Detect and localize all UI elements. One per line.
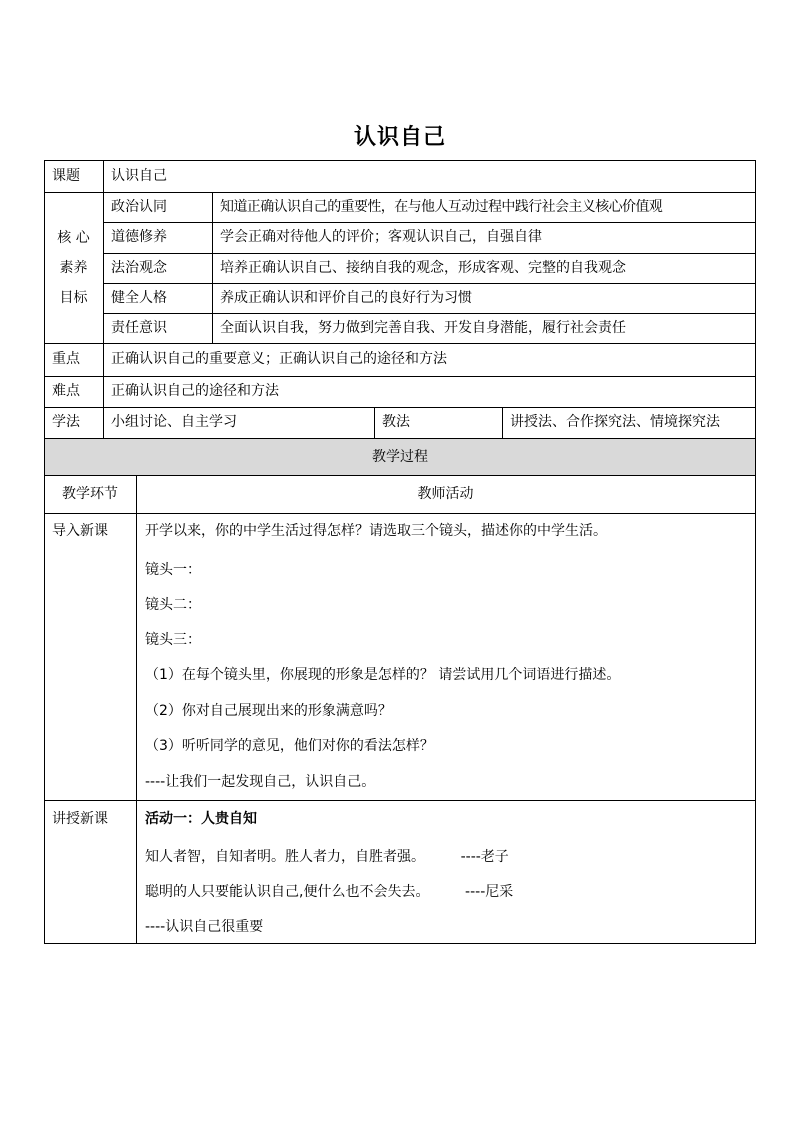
intro-line: 开学以来，你的中学生活过得怎样？请选取三个镜头，描述你的中学生活。 [145, 523, 607, 539]
goal-text: 养成正确认识和评价自己的良好行为习惯 [220, 289, 472, 306]
course-value: 认识自己 [111, 167, 167, 184]
core-goals-label-line: 素养 [59, 259, 88, 276]
course-label: 课题 [52, 167, 80, 184]
intro-line: （2）你对自己展现出来的形象满意吗？ [145, 703, 392, 719]
goal-name: 法治观念 [111, 259, 167, 276]
teaching-method-value: 讲授法、合作探究法、情境探究法 [510, 414, 720, 431]
intro-line: ----让我们一起发现自己，认识自己。 [145, 774, 376, 790]
goal-text: 知道正确认识自己的重要性，在与他人互动过程中践行社会主义核心价值观 [220, 198, 663, 215]
core-goals-label-line: 核 心 [57, 229, 90, 246]
goal-name: 健全人格 [111, 289, 167, 306]
grid-line [136, 475, 137, 944]
learning-method-value: 小组讨论、自主学习 [111, 414, 237, 431]
activity-title: 活动一：人贵自知 [145, 811, 257, 827]
intro-line: 镜头三： [145, 632, 201, 648]
goal-text: 学会正确对待他人的评价；客观认识自己，自强自律 [220, 229, 542, 246]
grid-line [44, 943, 756, 944]
goal-name: 道德修养 [111, 229, 167, 246]
process-header: 教学过程 [372, 448, 428, 465]
intro-stage-label: 导入新课 [52, 523, 108, 539]
teaching-method-label: 教法 [382, 414, 410, 431]
difficulty-value: 正确认识自己的途径和方法 [111, 383, 279, 400]
intro-line: （3）听听同学的意见，他们对你的看法怎样？ [145, 738, 434, 754]
teach-line: ----认识自己很重要 [145, 919, 264, 935]
page-title: 认识自己 [353, 125, 446, 150]
stage-column-header: 教学环节 [62, 485, 118, 502]
teach-stage-label: 讲授新课 [52, 811, 108, 827]
activity-column-header: 教师活动 [417, 485, 474, 502]
core-goals-label-line: 目标 [59, 289, 88, 306]
grid-line [755, 439, 756, 944]
key-point-value: 正确认识自己的重要意义；正确认识自己的途径和方法 [111, 351, 447, 368]
grid-line [44, 800, 756, 801]
teach-line: 聪明的人只要能认识自己,便什么也不会失去。 ----尼采 [145, 884, 514, 900]
goal-text: 培养正确认识自己、接纳自我的观念，形成客观、完整的自我观念 [220, 259, 626, 276]
goal-name: 政治认同 [111, 198, 167, 215]
difficulty-label: 难点 [52, 383, 80, 400]
goal-text: 全面认识自我，努力做到完善自我、开发自身潜能，履行社会责任 [220, 319, 626, 336]
grid-line [44, 439, 45, 944]
intro-line: 镜头一： [145, 562, 201, 578]
grid-line [755, 160, 756, 439]
key-point-label: 重点 [52, 351, 80, 368]
teach-line: 知人者智，自知者明。胜人者力，自胜者强。 ----老子 [145, 849, 509, 865]
intro-line: 镜头二： [145, 597, 201, 613]
grid-line [44, 513, 756, 514]
learning-method-label: 学法 [52, 414, 80, 431]
goal-name: 责任意识 [111, 319, 167, 336]
core-goals-label [44, 192, 103, 343]
intro-line: （1）在每个镜头里，你展现的形象是怎样的？ 请尝试用几个词语进行描述。 [145, 667, 621, 683]
